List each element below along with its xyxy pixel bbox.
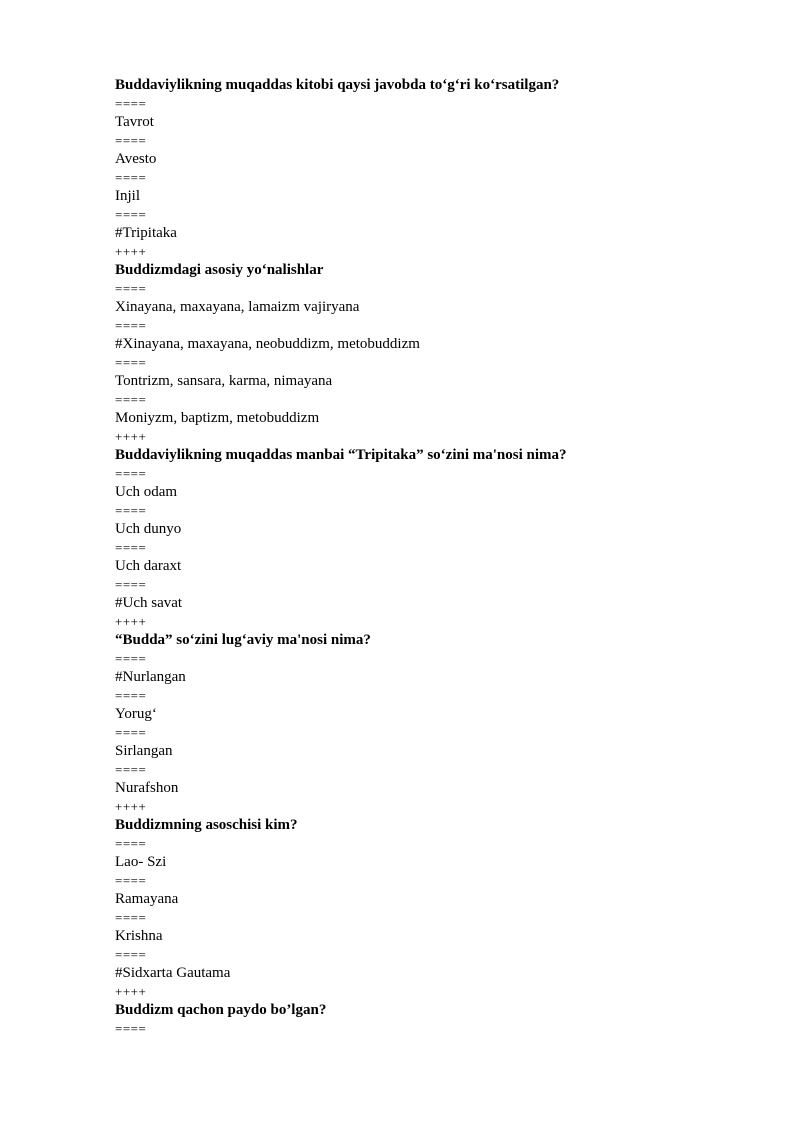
question-text: Buddizmning asoschisi kim? — [115, 817, 298, 833]
answer-option: Xinayana, maxayana, lamaizm vajiryana — [115, 299, 360, 315]
option-separator: ==== — [115, 206, 147, 222]
option-separator: ==== — [115, 465, 147, 481]
option-separator: ==== — [115, 650, 147, 666]
answer-option: #Xinayana, maxayana, neobuddizm, metobuddizm — [115, 336, 420, 352]
option-separator: ==== — [115, 946, 147, 962]
question-text: Buddizmdagi asosiy yo‘nalishlar — [115, 262, 324, 278]
option-separator: ==== — [115, 391, 147, 407]
option-separator: ==== — [115, 872, 147, 888]
answer-option: Injil — [115, 188, 140, 204]
answer-option: Yorug‘ — [115, 706, 157, 722]
answer-option: Lao- Szi — [115, 854, 167, 870]
answer-option: Nurafshon — [115, 780, 179, 796]
option-separator: ==== — [115, 95, 147, 111]
question-separator: ++++ — [115, 428, 147, 444]
document-body — [115, 76, 755, 1038]
option-separator: ==== — [115, 280, 147, 296]
question-separator: ++++ — [115, 798, 147, 814]
question-separator: ++++ — [115, 243, 147, 259]
question-separator: ++++ — [115, 613, 147, 629]
answer-option: #Sidxarta Gautama — [115, 965, 231, 981]
option-separator: ==== — [115, 132, 147, 148]
answer-option: Avesto — [115, 151, 157, 167]
option-separator: ==== — [115, 1020, 147, 1036]
question-text: Buddaviylikning muqaddas manbai “Tripitaka” so‘zini ma'nosi nima? — [115, 447, 567, 463]
question-text: Buddaviylikning muqaddas kitobi qaysi javobda to‘g‘ri ko‘rsatilgan? — [115, 77, 560, 93]
option-separator: ==== — [115, 169, 147, 185]
answer-option: Ramayana — [115, 891, 179, 907]
option-separator: ==== — [115, 576, 147, 592]
question-text: “Budda” so‘zini lug‘aviy ma'nosi nima? — [115, 632, 371, 648]
question-text: Buddizm qachon paydo bo’lgan? — [115, 1002, 327, 1018]
answer-option: Uch dunyo — [115, 521, 182, 537]
option-separator: ==== — [115, 539, 147, 555]
answer-option: Moniyzm, baptizm, metobuddizm — [115, 410, 320, 426]
option-separator: ==== — [115, 761, 147, 777]
answer-option: Sirlangan — [115, 743, 173, 759]
option-separator: ==== — [115, 502, 147, 518]
option-separator: ==== — [115, 909, 147, 925]
answer-option: #Uch savat — [115, 595, 183, 611]
question-separator: ++++ — [115, 983, 147, 999]
answer-option: #Nurlangan — [115, 669, 186, 685]
answer-option: Tavrot — [115, 114, 154, 130]
answer-option: Uch odam — [115, 484, 178, 500]
answer-option: Tontrizm, sansara, karma, nimayana — [115, 373, 333, 389]
option-separator: ==== — [115, 354, 147, 370]
answer-option: Uch daraxt — [115, 558, 182, 574]
option-separator: ==== — [115, 687, 147, 703]
answer-option: Krishna — [115, 928, 163, 944]
answer-option: #Tripitaka — [115, 225, 177, 241]
option-separator: ==== — [115, 835, 147, 851]
option-separator: ==== — [115, 724, 147, 740]
option-separator: ==== — [115, 317, 147, 333]
